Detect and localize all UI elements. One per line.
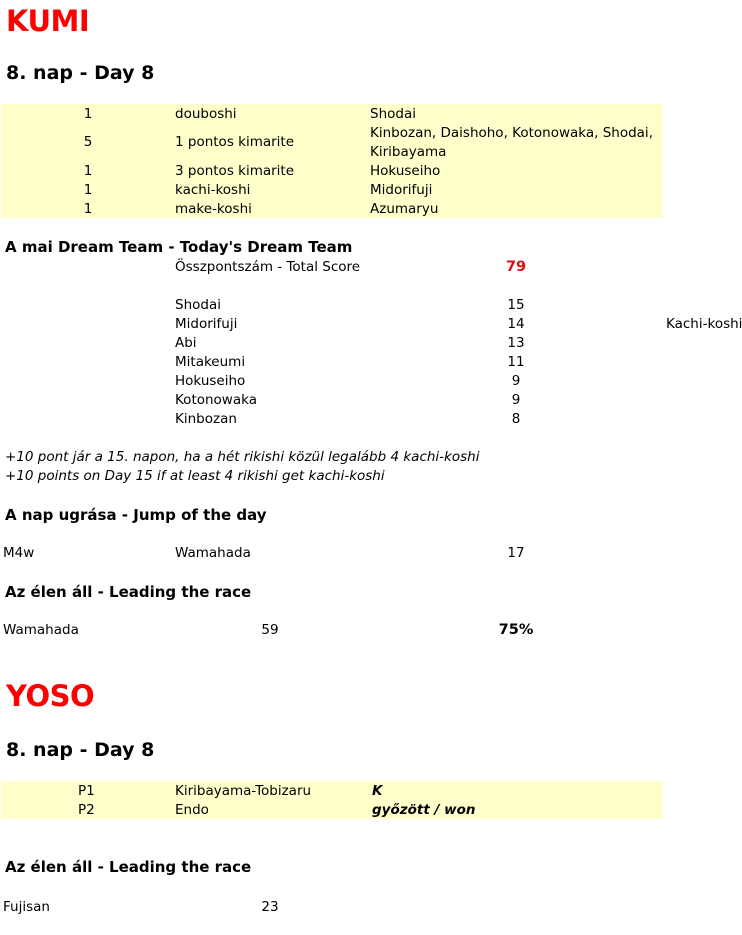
kumi-row-count: 1 [83,163,93,179]
kumi-row-label: 3 pontos kimarite [175,163,295,179]
yoso-day-heading: 8. nap - Day 8 [6,739,155,761]
kumi-row-names: Hokuseiho [370,163,441,179]
yoso-row-match: Endo [175,802,209,818]
dream-team-member-points: 13 [507,335,525,351]
kumi-row-names-continued: Kiribayama [370,144,447,160]
dream-team-member-points: 9 [511,392,521,408]
kumi-row-label: douboshi [175,106,237,122]
dream-team-member-name: Midorifuji [175,316,238,332]
kumi-title: KUMI [6,4,90,38]
jump-code: M4w [3,545,35,561]
kumi-row-names: Azumaryu [370,201,439,217]
kumi-day-heading: 8. nap - Day 8 [6,62,155,84]
yoso-leading-heading: Az élen áll - Leading the race [5,858,252,876]
dream-team-member-points: 11 [507,354,525,370]
kumi-row-count: 1 [83,106,93,122]
bonus-note-en: +10 points on Day 15 if at least 4 rikishi get kachi-koshi [5,468,385,484]
kumi-row-label: make-koshi [175,201,252,217]
dream-team-member-name: Kinbozan [175,411,237,427]
jump-name: Wamahada [175,545,251,561]
yoso-row-code: P2 [78,802,95,818]
dream-team-member-points: 9 [511,373,521,389]
jump-heading: A nap ugrása - Jump of the day [5,506,267,524]
yoso-row-result: K [372,783,383,799]
dream-team-member-points: 15 [507,297,525,313]
kumi-row-names: Midorifuji [370,182,433,198]
dream-team-member-name: Hokuseiho [175,373,246,389]
yoso-title: YOSO [6,679,95,713]
bonus-note-hu: +10 pont jár a 15. napon, ha a hét rikishi közül legalább 4 kachi-koshi [5,449,480,465]
kumi-leading-heading: Az élen áll - Leading the race [5,583,252,601]
total-score-value: 79 [505,259,527,275]
dream-team-member-name: Kotonowaka [175,392,257,408]
dream-team-heading: A mai Dream Team - Today's Dream Team [5,238,353,256]
kumi-row-count: 1 [83,201,93,217]
kumi-row-names: Kinbozan, Daishoho, Kotonowaka, Shodai, [370,125,653,141]
yoso-results-highlight [1,781,663,819]
kumi-leader-percent: 75% [498,622,534,638]
dream-team-member-points: 14 [507,316,525,332]
kumi-leader-name: Wamahada [3,622,79,638]
dream-team-member-name: Mitakeumi [175,354,246,370]
total-score-label: Összpontszám - Total Score [175,259,361,275]
kumi-leader-points: 59 [261,622,279,638]
yoso-leader-points: 23 [261,899,279,915]
jump-value: 17 [507,545,525,561]
kumi-row-count: 5 [83,134,93,150]
dream-team-member-points: 8 [511,411,521,427]
yoso-row-match: Kiribayama-Tobizaru [175,783,312,799]
kumi-row-label: kachi-koshi [175,182,251,198]
dream-team-member-note: Kachi-koshi [666,316,742,332]
yoso-leader-name: Fujisan [3,899,50,915]
dream-team-member-name: Abi [175,335,197,351]
kumi-row-names: Shodai [370,106,416,122]
kumi-row-label: 1 pontos kimarite [175,134,295,150]
kumi-row-count: 1 [83,182,93,198]
yoso-row-result: győzött / won [372,802,476,818]
dream-team-member-name: Shodai [175,297,221,313]
yoso-row-code: P1 [78,783,95,799]
